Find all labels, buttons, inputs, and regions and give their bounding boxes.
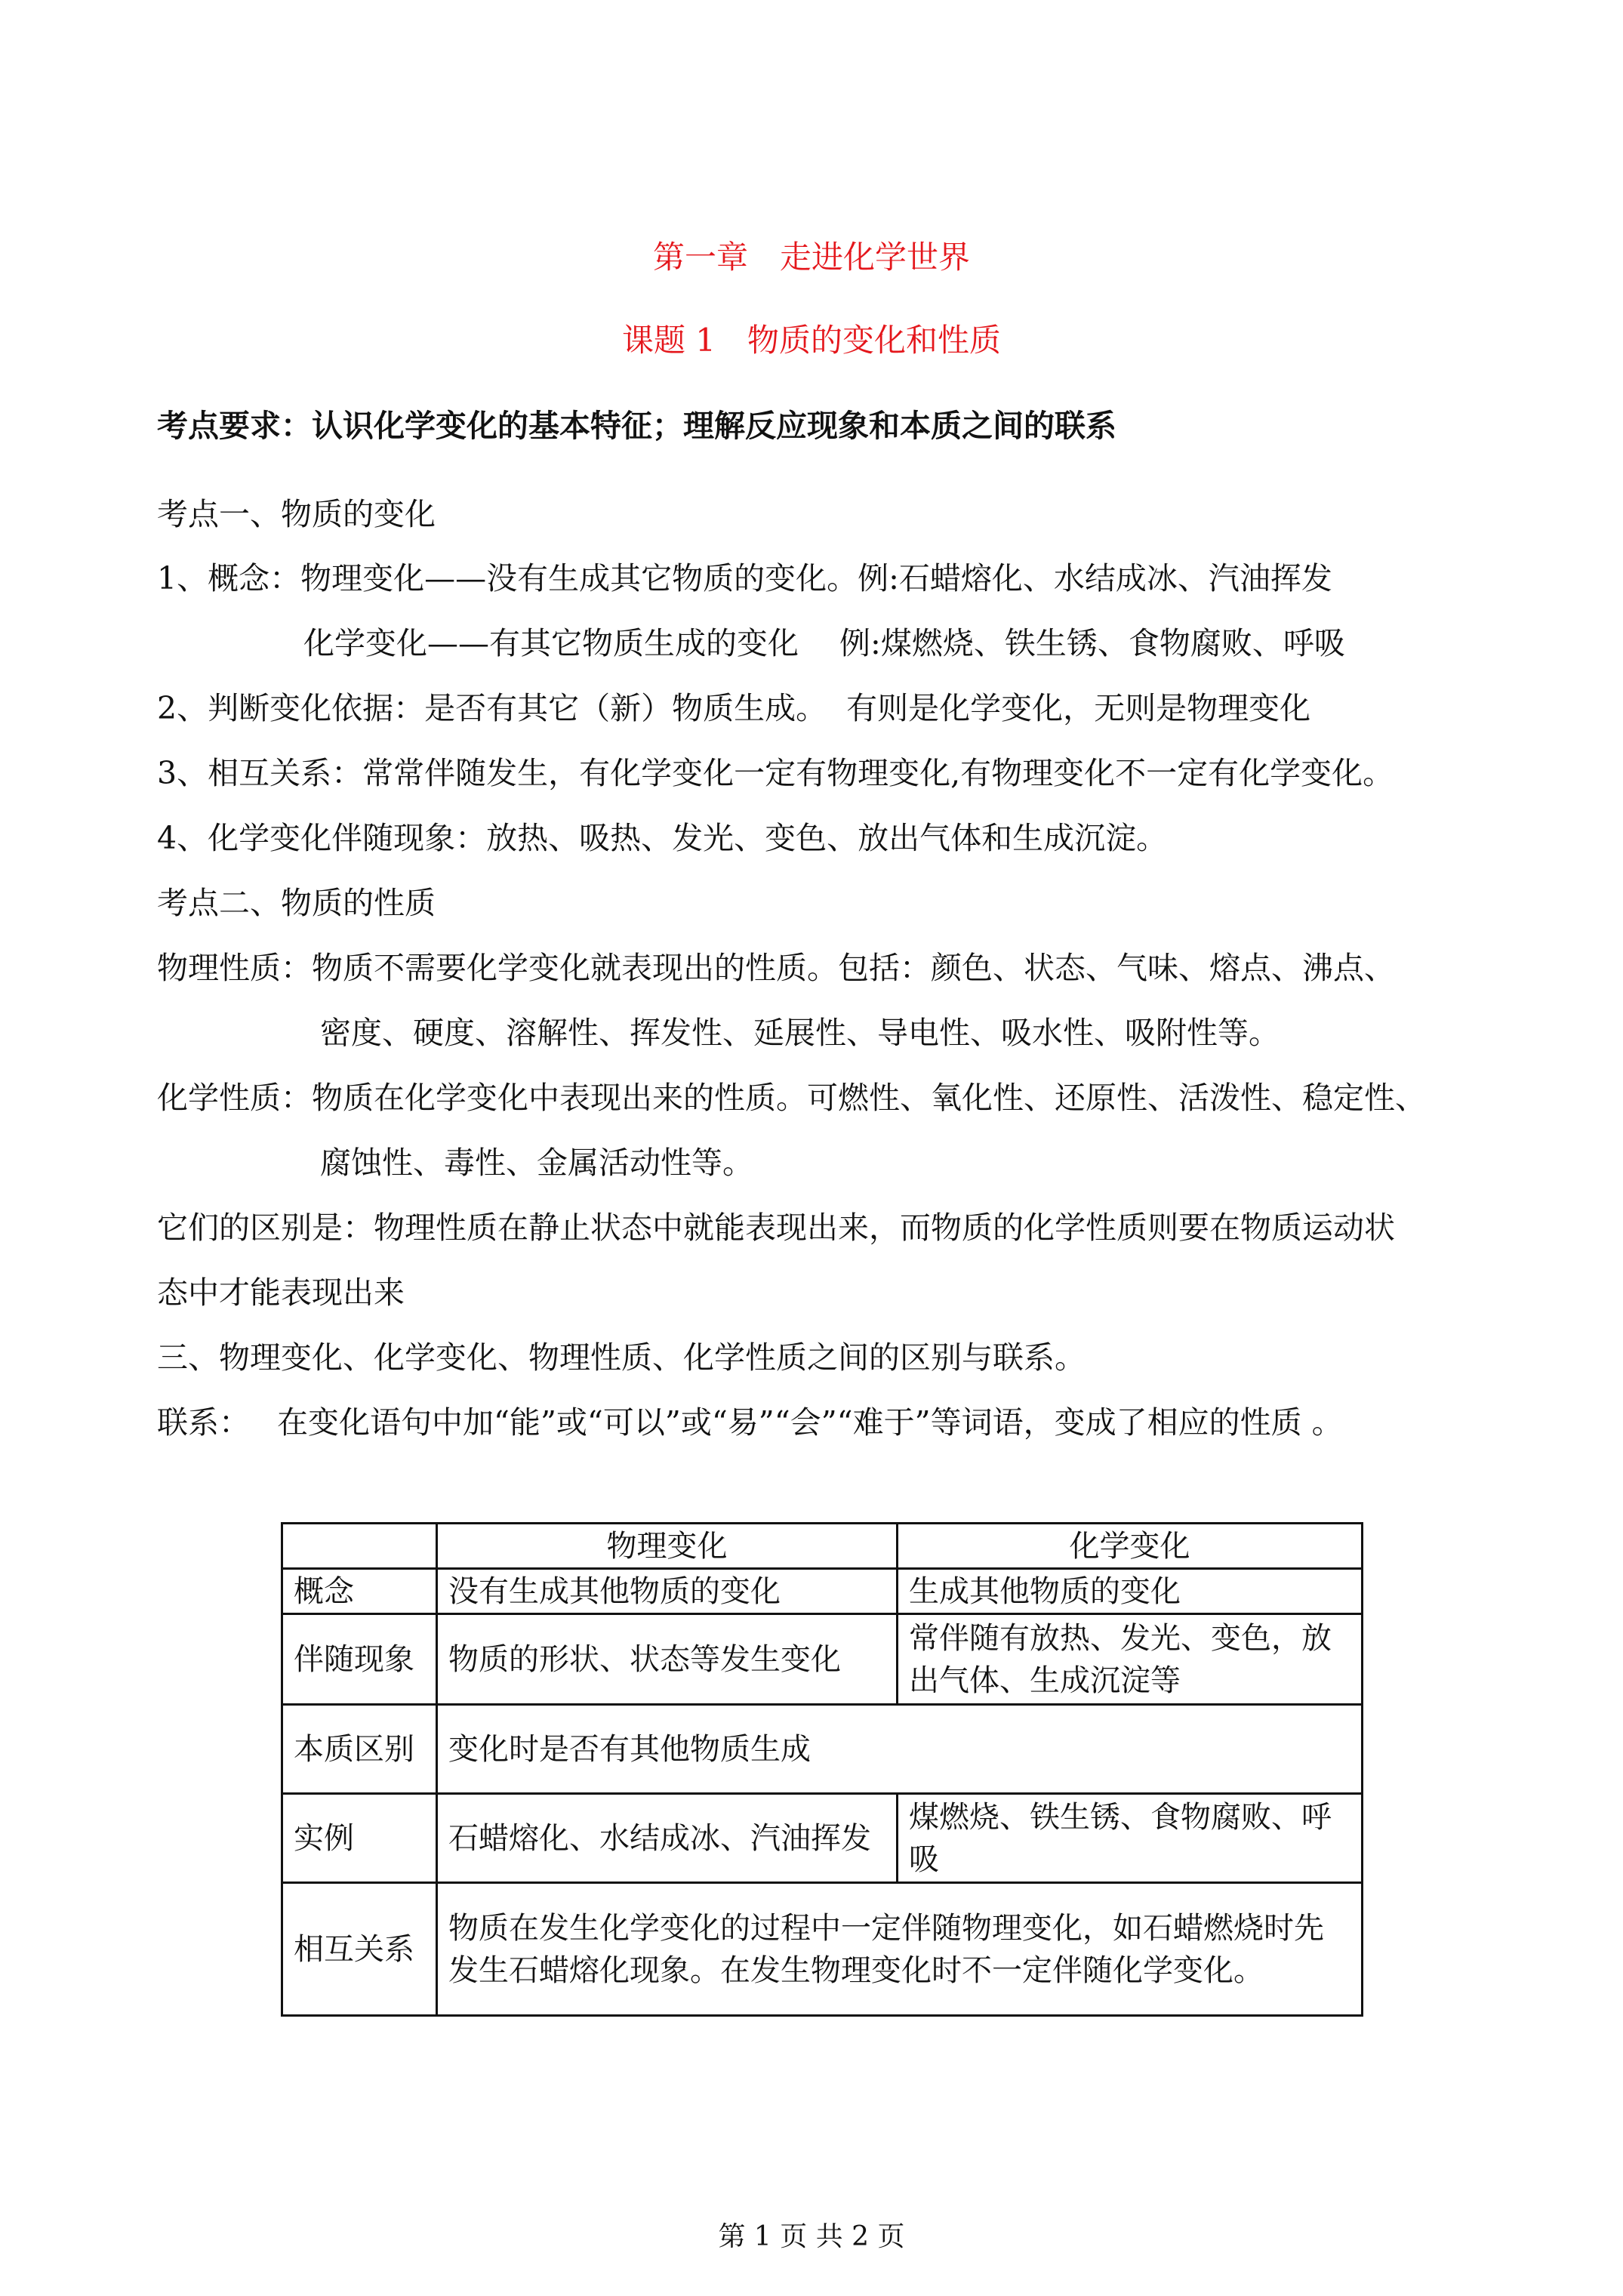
- judgment-basis-rule: 有则是化学变化，无则是物理变化: [846, 690, 1311, 726]
- point3-heading: 三、物理变化、化学变化、物理性质、化学性质之间的区别与联系。: [157, 1339, 1086, 1376]
- table-row-examples: [282, 1794, 1363, 1883]
- chemical-property-line1: 化学性质：物质在化学变化中表现出来的性质。可燃性、氧化性、还原性、活泼性、稳定性、: [157, 1080, 1426, 1116]
- judgment-basis-text: 2、判断变化依据：是否有其它（新）物质生成。: [157, 690, 827, 726]
- essence-value: 变化时是否有其他物质生成: [437, 1705, 1363, 1794]
- relation-value: 物质在发生化学变化的过程中一定伴随物理变化，如石蜡燃烧时先发生石蜡熔化现象。在发生物理变化时不一定伴随化学变化。: [437, 1883, 1363, 2016]
- physical-property-line1: 物理性质：物质不需要化学变化就表现出的性质。包括：颜色、状态、气味、熔点、沸点、: [157, 950, 1395, 986]
- examples-physical: 石蜡熔化、水结成冰、汽油挥发: [437, 1794, 898, 1883]
- row-label-phenomena: 伴随现象: [282, 1614, 437, 1705]
- lesson-title: 课题 1 物质的变化和性质: [621, 322, 1002, 359]
- link-label: 联系：: [157, 1404, 250, 1441]
- row-label-essence: 本质区别: [282, 1705, 437, 1794]
- chapter-title: 第一章 走进化学世界: [652, 239, 970, 276]
- mutual-relation: 3、相互关系：常常伴随发生，有化学变化一定有物理变化,有物理变化不一定有化学变化。: [157, 755, 1394, 791]
- point2-heading: 考点二、物质的性质: [157, 885, 436, 921]
- page-footer: 第 1 页 共 2 页: [718, 2221, 905, 2252]
- row-label-relation: 相互关系: [282, 1883, 437, 2016]
- phenomena-chemical: 常伴随有放热、发光、变色，放出气体、生成沉淀等: [898, 1614, 1363, 1705]
- row-label-examples: 实例: [282, 1794, 437, 1883]
- examples-chemical: 煤燃烧、铁生锈、食物腐败、呼吸: [898, 1794, 1363, 1883]
- point1-heading: 考点一、物质的变化: [157, 496, 436, 532]
- judgment-basis: [157, 687, 1516, 729]
- table-header-row: [282, 1524, 1363, 1569]
- header-physical-change: 物理变化: [437, 1524, 898, 1569]
- concept-physical: 没有生成其他物质的变化: [437, 1569, 898, 1614]
- table-row-essence: [282, 1705, 1363, 1794]
- row-label-concept: 概念: [282, 1569, 437, 1614]
- physical-change-concept: 1、概念：物理变化——没有生成其它物质的变化。例:石蜡熔化、水结成冰、汽油挥发: [157, 560, 1332, 596]
- table-row-relation: [282, 1883, 1363, 2016]
- concept-chemical: 生成其他物质的变化: [898, 1569, 1363, 1614]
- chemical-change-concept: 化学变化——有其它物质生成的变化 例:煤燃烧、铁生锈、食物腐败、呼吸: [303, 625, 1345, 661]
- table-row-concept: [282, 1569, 1363, 1614]
- accompanying-phenomena: 4、化学变化伴随现象：放热、吸热、发光、变色、放出气体和生成沉淀。: [157, 820, 1168, 856]
- chemical-property-line2: 腐蚀性、毒性、金属活动性等。: [320, 1145, 753, 1181]
- table-corner-cell: [282, 1524, 437, 1569]
- comparison-table: [281, 1522, 1363, 2017]
- link-statement: [157, 1401, 1516, 1444]
- header-chemical-change: 化学变化: [898, 1524, 1363, 1569]
- physical-property-line2: 密度、硬度、溶解性、挥发性、延展性、导电性、吸水性、吸附性等。: [320, 1015, 1280, 1051]
- difference-line2: 态中才能表现出来: [157, 1274, 405, 1311]
- phenomena-physical: 物质的形状、状态等发生变化: [437, 1614, 898, 1705]
- table-row-phenomena: [282, 1614, 1363, 1705]
- link-text: 在变化语句中加“能”或“可以”或“易”“会”“难于”等词语，变成了相应的性质 。: [277, 1404, 1343, 1441]
- difference-line1: 它们的区别是：物理性质在静止状态中就能表现出来，而物质的化学性质则要在物质运动状: [157, 1210, 1395, 1246]
- exam-requirement: 考点要求：认识化学变化的基本特征；理解反应现象和本质之间的联系: [157, 408, 1116, 444]
